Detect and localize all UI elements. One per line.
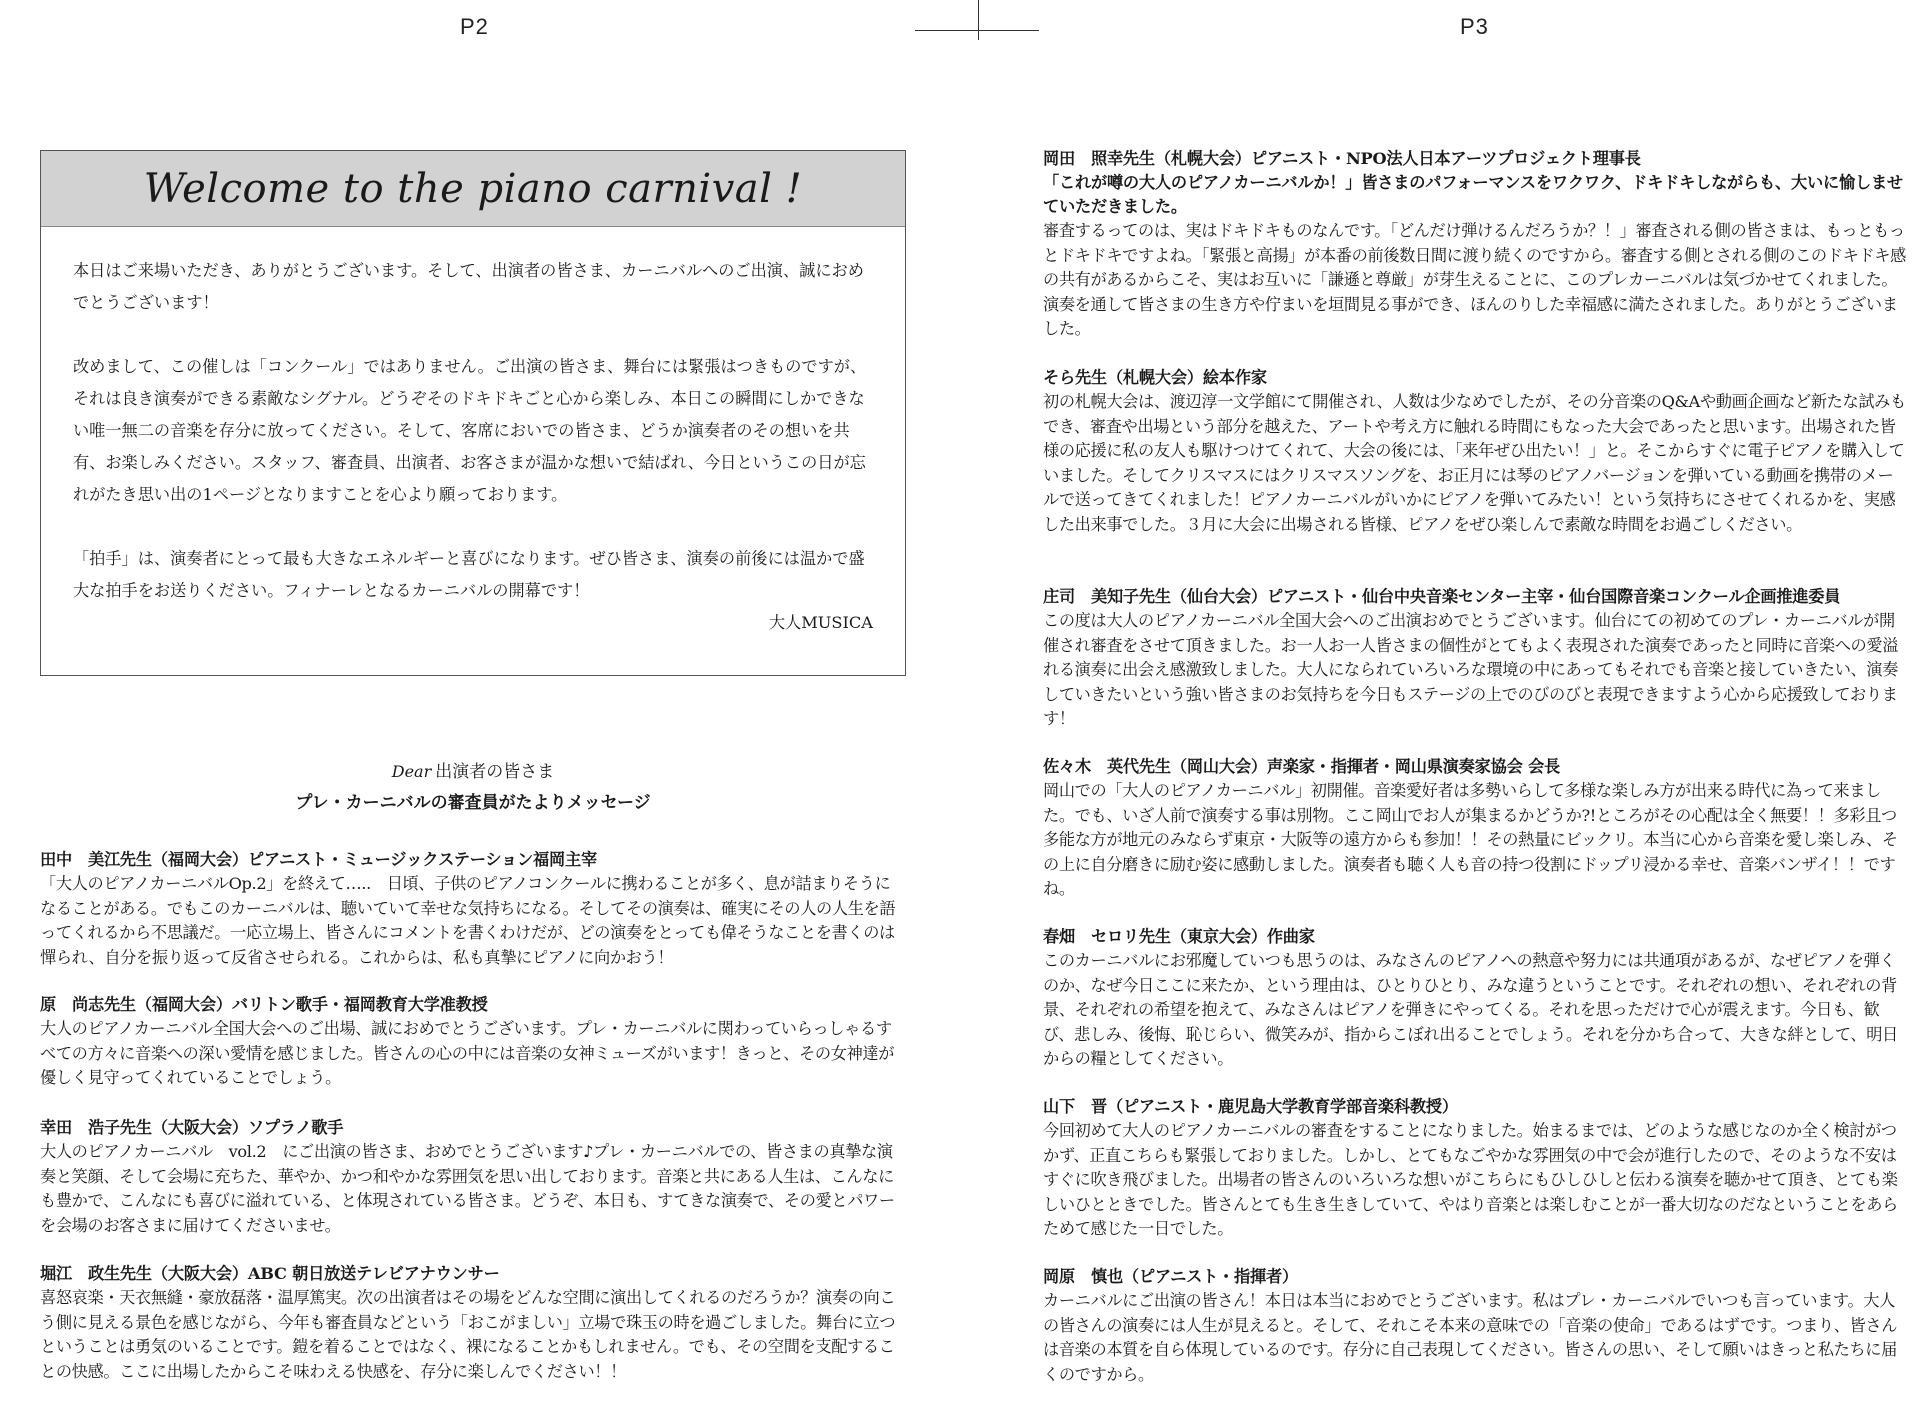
- judge-heading: 春畑 セロリ先生（東京大会）作曲家: [1043, 927, 1315, 946]
- welcome-title: Welcome to the piano carnival !: [143, 165, 803, 212]
- judge-message: [1043, 585, 1908, 732]
- judge-message: [1043, 755, 1908, 902]
- messages-subtitle: プレ・カーニバルの審査員がたよりメッセージ: [295, 793, 651, 813]
- welcome-signature: 大人MUSICA: [768, 613, 873, 632]
- judge-message: [1043, 366, 1908, 537]
- welcome-body: [41, 227, 905, 607]
- judge-heading: 田中 美江先生（福岡大会）ピアニスト・ミュージックステーション福岡主宰: [40, 850, 597, 869]
- welcome-box: [40, 150, 906, 676]
- judge-message: [40, 848, 906, 970]
- dear-line: [40, 757, 906, 787]
- judge-message: [1043, 925, 1908, 1072]
- judge-message: [40, 1262, 906, 1384]
- judge-message: [1043, 147, 1908, 342]
- judge-body: 喜怒哀楽・天衣無縫・豪放磊落・温厚篤実。次の出演者はその場をどんな空間に演出してくれるのだろうか？演奏の向こう側に見える景色を感じながら、今年も審査員などという「おこがましい」立場で珠玉の時を過ごしました。舞台に立つということは勇気のいることです。鎧を着ることではなく、裸になることかもしれません。でも、その空間を支配することの快感。ここに出場したからこそ味わえる快感を、存分に楽しんでください！！: [40, 1288, 896, 1381]
- judge-lead: 「これが噂の大人のピアノカーニバルか！」皆さまのパフォーマンスをワクワク、ドキドキしながらも、大いに愉しませていただきました。: [1043, 173, 1903, 216]
- judge-body: 今回初めて大人のピアノカーニバルの審査をすることになりました。始まるまでは、どのような感じなのか全く検討がつかず、正直こちらも緊張しておりました。しかし、とてもなごやかな雰囲気の中で会が進行したので、そのような不安はすぐに吹き飛びました。出場者の皆さんのいろいろな想いがこちらにもひしひしと伝わる演奏を聴かせて頂き、とても楽しいひとときでした。皆さんとても生き生きしていて、やはり音楽とは楽しむことが一番大切なのだなということをあらためて感じた一日でした。: [1043, 1121, 1898, 1238]
- page-number-right: P3: [1460, 14, 1489, 39]
- judge-body: 審査するってのは、実はドキドキものなんです。「どんだけ弾けるんだろうか？！」審査される側の皆さまは、もっともっとドキドキですよね。「緊張と高揚」が本番の前後数日間に渡り続くのですから。審査する側とされる側のこのドキドキ感の共有があるからこそ、実はお互いに「謙遜と尊厳」が芽生えることに、このプレカーニバルは気づかせてくれました。演奏を通して皆さまの生き方や佇まいを垣間見る事ができ、ほんのりした幸福感に満たされました。ありがとうございました。: [1043, 221, 1906, 338]
- judge-body: 岡山での「大人のピアノカーニバル」初開催。音楽愛好者は多勢いらして多様な楽しみ方が出来る時代に為って来ました。でも、いざ人前で演奏する事は別物。ここ岡山でお人が集まるかどうか?!ところがその心配は全く無要！！多彩且つ多能な方が地元のみならず東京・大阪等の遠方からも参加！！その熱量にビックリ。本当に心から音楽を愛し楽しみ、その上に自分磨きに励む姿に感動しました。演奏者も聴く人も音の持つ役割にドップリ浸かる幸せ、音楽バンザイ！！ですね。: [1043, 781, 1898, 898]
- judge-message: [1043, 1265, 1908, 1387]
- judge-message: [40, 993, 906, 1091]
- crop-mark-horizontal: [915, 30, 1039, 31]
- judge-body: カーニバルにご出演の皆さん！本日は本当におめでとうございます。私はプレ・カーニバルでいつも言っています。大人の皆さんの演奏には人生が見えると。そして、それこそ本来の意味での「音楽の使命」であるはずです。つまり、皆さんは音楽の本質を自ら体現しているのです。存分に自己表現してください。皆さんの思い、そして願いはきっと私たちに届くのですから。: [1043, 1291, 1898, 1384]
- dear-heading: [40, 757, 906, 819]
- welcome-paragraph: 本日はご来場いただき、ありがとうございます。そして、出演者の皆さま、カーニバルへのご出演、誠におめでとうございます！: [73, 261, 864, 312]
- judge-heading: 原 尚志先生（福岡大会）バリトン歌手・福岡教育大学准教授: [40, 995, 488, 1014]
- welcome-paragraph: 改めまして、この催しは「コンクール」ではありません。ご出演の皆さま、舞台には緊張はつきものですが、それは良き演奏ができる素敵なシグナル。どうぞそのドキドキごと心から楽しみ、本日この瞬間にしかできない唯一無二の音楽を存分に放ってください。そして、客席においでの皆さま、どうか演奏者のその想いを共有、お楽しみください。スタッフ、審査員、出演者、お客さまが温かな想いで結ばれ、今日というこの日が忘れがたき思い出の1ページとなりますことを心より願っております。: [73, 357, 867, 504]
- dear-recipient: 出演者の皆さま: [435, 762, 555, 782]
- judge-body: 大人のピアノカーニバル vol.2 にご出演の皆さま、おめでとうございます♪プレ・カーニバルでの、皆さまの真摯な演奏と笑顔、そして会場に充ちた、華やか、かつ和やかな雰囲気を思い出しております。音楽と共にある人生は、こんなにも豊かで、こんなにも喜びに溢れている、と体現されている皆さま。どうぞ、本日も、すてきな演奏で、その愛とパワーを会場のお客さまに届けてくださいませ。: [40, 1142, 895, 1235]
- judge-body: このカーニバルにお邪魔していつも思うのは、みなさんのピアノへの熱意や努力には共通項があるが、なぜピアノを弾くのか、なぜ今日ここに来たか、という理由は、ひとりひとり、みな違うということです。それぞれの想い、それぞれの背景、それぞれの希望を抱えて、みなさんはピアノを弾きにやってくる。それを思っただけで心が震えます。今日も、歓び、悲しみ、後悔、恥じらい、微笑みが、指からこぼれ出ることでしょう。それを分かち合って、大きな絆として、明日からの糧としてください。: [1043, 951, 1898, 1068]
- crop-mark-vertical: [978, 0, 979, 40]
- judge-body: この度は大人のピアノカーニバル全国大会へのご出演おめでとうございます。仙台にての初めてのプレ・カーニバルが開催され審査をさせて頂きました。お一人お一人皆さまの個性がとてもよく表現された演奏であったと同時に音楽への愛溢れる演奏に出会え感激致しました。大人になられていろいろな環境の中にあってもそれでも音楽と接していきたい、演奏していきたいという強い皆さまのお気持ちを今日もステージの上でのびのびと表現できますよう心から応援致しております！: [1043, 611, 1899, 728]
- judge-heading: 佐々木 英代先生（岡山大会）声楽家・指揮者・岡山県演奏家協会 会長: [1043, 757, 1561, 776]
- judge-heading: 岡田 照幸先生（札幌大会）ピアニスト・NPO法人日本アーツプロジェクト理事長: [1043, 149, 1641, 168]
- judge-body: 初の札幌大会は、渡辺淳一文学館にて開催され、人数は少なめでしたが、その分音楽のQ&Aや動画企画など新たな試みもでき、審査や出場という部分を越えた、アートや考え方に触れる時間にもなった大会であったと思います。出場された皆様の応援に私の友人も駆けつけてくれて、大会の後には、「来年ぜひ出たい！」と。そこからすぐに電子ピアノを購入していました。そしてクリスマスにはクリスマスソングを、お正月には琴のピアノバージョンを弾いている動画を携帯のメールで送ってきてくれました！ピアノカーニバルがいかにピアノを弾いてみたい！という気持ちにさせてくれるかを、実感した出来事でした。３月に大会に出場される皆様、ピアノをぜひ楽しんで素敵な時間をお過ごしください。: [1043, 392, 1906, 534]
- judge-message: [40, 1116, 906, 1238]
- page-number-left: P2: [460, 14, 489, 39]
- judge-heading: 山下 晋（ピアニスト・鹿児島大学教育学部音楽科教授）: [1043, 1097, 1458, 1116]
- judge-body: 大人のピアノカーニバル全国大会へのご出場、誠におめでとうございます。プレ・カーニバルに関わっていらっしゃるすべての方々に音楽への深い愛情を感じました。皆さんの心の中には音楽の女神ミューズがいます！きっと、その女神達が優しく見守ってくれていることでしょう。: [40, 1019, 895, 1087]
- judge-body: 「大人のピアノカーニバルOp.2」を終えて….. 日頃、子供のピアノコンクールに携わることが多く、息が詰まりそうになることがある。でもこのカーニバルは、聴いていて幸せな気持ちになる。そしてその演奏は、確実にその人の人生を語ってくれるから不思議だ。一応立場上、皆さんにコメントを書くわけだが、どの演奏をとっても偉そうなことを書くのは憚られ、自分を振り返って反省させられる。これからは、私も真摯にピアノに向かおう！: [40, 874, 896, 967]
- judge-heading: 岡原 慎也（ピアニスト・指揮者）: [1043, 1267, 1298, 1286]
- judge-heading: 堀江 政生先生（大阪大会）ABC 朝日放送テレビアナウンサー: [40, 1264, 500, 1283]
- dear-word: Dear: [391, 762, 432, 781]
- judge-heading: 幸田 浩子先生（大阪大会）ソプラノ歌手: [40, 1118, 344, 1137]
- welcome-header: [41, 151, 905, 227]
- welcome-paragraph: 「拍手」は、演奏者にとって最も大きなエネルギーと喜びになります。ぜひ皆さま、演奏の前後には温かで盛大な拍手をお送りください。フィナーレとなるカーニバルの開幕です！: [73, 549, 865, 600]
- judge-heading: 庄司 美知子先生（仙台大会）ピアニスト・仙台中央音楽センター主宰・仙台国際音楽コンクール企画推進委員: [1043, 587, 1841, 606]
- judge-message: [1043, 1095, 1908, 1242]
- judge-heading: そら先生（札幌大会）絵本作家: [1043, 368, 1267, 387]
